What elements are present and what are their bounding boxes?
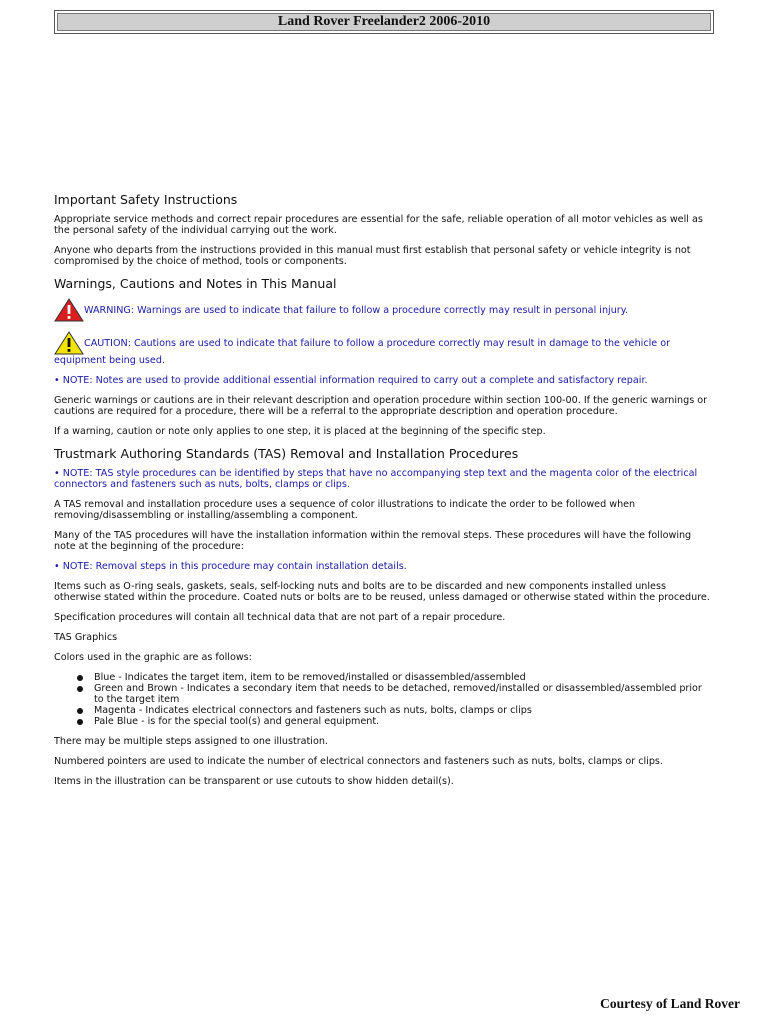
list-item: Blue - Indicates the target item, item to be removed/installed or disassembled/assembled xyxy=(92,672,714,683)
list-item: Green and Brown - Indicates a secondary item that needs to be detached, removed/installed or disassembled/assembled prior to the target item xyxy=(92,683,714,705)
tas-note-2: • NOTE: Removal steps in this procedure may contain installation details. xyxy=(54,561,407,572)
list-item: Magenta - Indicates electrical connectors and fasteners such as nuts, bolts, clamps or clips xyxy=(92,705,714,716)
list-item: Pale Blue - is for the special tool(s) and general equipment. xyxy=(92,716,714,727)
tas-paragraph-8: Numbered pointers are used to indicate the number of electrical connectors and fasteners such as nuts, bolts, clamps or clips. xyxy=(54,756,663,767)
tas-paragraph-9: Items in the illustration can be transparent or use cutouts to show hidden detail(s). xyxy=(54,776,454,787)
caution-text: CAUTION: Cautions are used to indicate that failure to follow a procedure correctly may result in damage to the vehicle or equipment being used. xyxy=(54,338,671,366)
caution-block xyxy=(54,331,714,366)
warnings-paragraph-2: If a warning, caution or note only applies to one step, it is placed at the beginning of the specific step. xyxy=(54,426,546,437)
tas-paragraph-4: Specification procedures will contain all technical data that are not part of a repair procedure. xyxy=(54,612,506,623)
header-title: Land Rover Freelander2 2006-2010 xyxy=(57,13,711,31)
footer-courtesy: Courtesy of Land Rover xyxy=(600,996,740,1011)
note-text: • NOTE: Notes are used to provide additional essential information required to carry out a complete and satisfactory repair. xyxy=(54,375,648,386)
tas-graphics-label: TAS Graphics xyxy=(54,632,118,643)
tas-heading: Trustmark Authoring Standards (TAS) Removal and Installation Procedures xyxy=(54,446,519,461)
tas-paragraph-2: Many of the TAS procedures will have the installation information within the removal steps. These procedures will have the following note at the beginning of the procedure: xyxy=(54,530,692,552)
tas-paragraph-1: A TAS removal and installation procedure uses a sequence of color illustrations to indicate the order to be followed when removing/disassembling or installing/assembling a component. xyxy=(54,499,636,521)
warning-block xyxy=(54,298,714,322)
manual-content xyxy=(54,192,714,796)
warnings-paragraph-1: Generic warnings or cautions are in their relevant description and operation procedure within section 100-00. If the generic warnings or cautions are required for a procedure, there will be a referral to the appropriate description and operation procedure. xyxy=(54,395,708,417)
tas-paragraph-7: There may be multiple steps assigned to one illustration. xyxy=(54,736,328,747)
tas-note-1: • NOTE: TAS style procedures can be identified by steps that have no accompanying step text and the magenta color of the electrical connectors and fasteners such as nuts, bolts, clamps or clips. xyxy=(54,468,698,490)
tas-paragraph-3: Items such as O-ring seals, gaskets, seals, self-locking nuts and bolts are to be discarded and new components installed unless otherwise stated within the procedure. Coated nuts or bolts are to be reused, unless damaged or otherwise stated within the procedure. xyxy=(54,581,710,603)
tas-colors-intro: Colors used in the graphic are as follows: xyxy=(54,652,252,663)
warning-icon xyxy=(54,298,84,322)
tas-colors-list xyxy=(54,672,714,727)
warning-text: WARNING: Warnings are used to indicate that failure to follow a procedure correctly may result in personal injury. xyxy=(84,305,629,316)
safety-paragraph-2: Anyone who departs from the instructions provided in this manual must first establish that personal safety or vehicle integrity is not compromised by the choice of method, tools or components. xyxy=(54,245,691,267)
warnings-heading: Warnings, Cautions and Notes in This Manual xyxy=(54,276,337,291)
caution-icon xyxy=(54,331,84,355)
safety-paragraph-1: Appropriate service methods and correct repair procedures are essential for the safe, reliable operation of all motor vehicles as well as the personal safety of the individual carrying out the work. xyxy=(54,214,703,236)
safety-heading: Important Safety Instructions xyxy=(54,192,238,207)
page-header xyxy=(54,10,714,34)
